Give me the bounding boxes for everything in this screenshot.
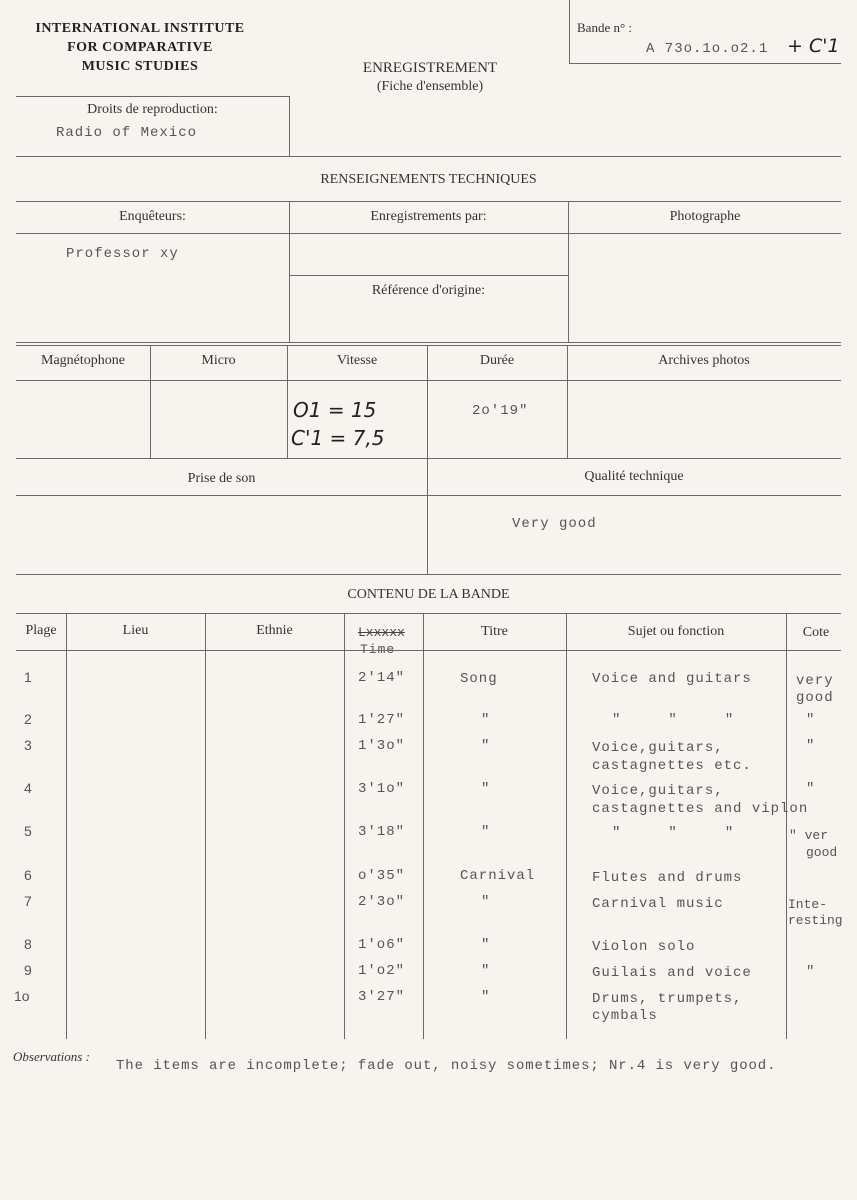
row-10-title: " <box>481 989 491 1005</box>
row-9-subject: Guilais and voice <box>592 965 752 981</box>
form-subtitle: (Fiche d'ensemble) <box>376 79 484 94</box>
row-1-rating-line1: very <box>796 673 834 689</box>
row-6-time: o'35" <box>358 868 406 884</box>
row-3-subject-line2: castagnettes etc. <box>592 758 752 774</box>
row-5-rating-line2: good <box>806 845 838 860</box>
micro-label: Micro <box>201 353 236 368</box>
row-4-title: " <box>481 781 491 797</box>
quality-value: Very good <box>512 516 597 532</box>
row-7-time: 2'3o" <box>358 894 406 910</box>
row-5-subject: " " " <box>612 825 735 841</box>
row-1-title: Song <box>460 671 498 687</box>
duration-value: 2o'19" <box>472 403 529 419</box>
column-rating: Cote <box>802 625 830 640</box>
row-5-time: 3'18" <box>358 824 406 840</box>
row-8-subject: Violon solo <box>592 939 696 955</box>
photographer-label: Photographe <box>669 209 741 224</box>
photo-archive-label: Archives photos <box>658 353 750 368</box>
institute-line-3: MUSIC STUDIES <box>81 59 199 74</box>
row-1-time: 2'14" <box>358 670 406 686</box>
speed-value-c1: C'1 = 7,5 <box>291 426 385 450</box>
recorder-label: Magnétophone <box>41 353 125 368</box>
row-5-track: 5 <box>24 823 32 839</box>
speed-label: Vitesse <box>336 353 378 368</box>
origin-ref-label: Référence d'origine: <box>371 283 486 298</box>
row-10-subject-line1: Drums, trumpets, <box>592 991 743 1007</box>
column-place: Lieu <box>122 623 149 638</box>
row-10-time: 3'27" <box>358 989 406 1005</box>
row-3-rating: " <box>806 738 816 754</box>
row-4-track: 4 <box>24 780 32 796</box>
column-ethnic: Ethnie <box>256 623 293 638</box>
tape-number-label: Bande n° : <box>577 20 633 35</box>
column-title: Titre <box>481 624 508 639</box>
row-1-rating-line2: good <box>796 690 834 706</box>
observations-value: The items are incomplete; fade out, noisy sometimes; Nr.4 is very good. <box>116 1058 777 1074</box>
rights-value: Radio of Mexico <box>56 125 198 141</box>
row-6-title: Carnival <box>460 868 536 884</box>
row-7-subject: Carnival music <box>592 896 724 912</box>
row-2-track: 2 <box>24 711 32 727</box>
row-2-title: " <box>481 712 491 728</box>
row-4-subject-line1: Voice,guitars, <box>592 783 724 799</box>
row-9-title: " <box>481 963 491 979</box>
row-7-track: 7 <box>24 893 32 909</box>
row-6-track: 6 <box>24 867 32 883</box>
row-4-subject-line2: castagnettes and viplon <box>592 801 809 817</box>
observations-label: Observations : <box>13 1049 90 1064</box>
row-10-subject-line2: cymbals <box>592 1008 658 1024</box>
investigators-value: Professor xy <box>66 246 179 262</box>
row-9-time: 1'o2" <box>358 963 406 979</box>
sound-capture-label: Prise de son <box>187 471 256 486</box>
row-9-track: 9 <box>24 962 32 978</box>
row-4-time: 3'1o" <box>358 781 406 797</box>
row-6-subject: Flutes and drums <box>592 870 743 886</box>
row-8-time: 1'o6" <box>358 937 406 953</box>
column-subject: Sujet ou fonction <box>627 624 725 639</box>
row-4-rating: " <box>806 781 816 797</box>
row-3-subject-line1: Voice,guitars, <box>592 740 724 756</box>
row-2-time: 1'27" <box>358 712 406 728</box>
rights-label: Droits de reproduction: <box>87 102 218 117</box>
row-2-subject: " " " <box>612 712 735 728</box>
institute-name <box>0 19 280 76</box>
row-3-time: 1'3o" <box>358 738 406 754</box>
row-9-rating: " <box>806 964 816 980</box>
row-7-title: " <box>481 894 491 910</box>
contents-section-title: CONTENU DE LA BANDE <box>347 587 510 602</box>
column-time: Time <box>360 642 396 657</box>
recorded-by-label: Enregistrements par: <box>370 209 487 224</box>
speed-value-o1: O1 = 15 <box>293 398 377 422</box>
row-7-rating-line1: Inte- <box>788 897 828 912</box>
institute-line-1: INTERNATIONAL INSTITUTE <box>35 21 245 36</box>
tape-number-suffix: + C'1 <box>787 35 840 57</box>
row-1-subject: Voice and guitars <box>592 671 752 687</box>
row-8-title: " <box>481 937 491 953</box>
row-10-track: 1o <box>14 988 30 1004</box>
row-5-rating-line1: " ver <box>789 828 829 843</box>
column-track: Plage <box>25 623 57 638</box>
row-5-title: " <box>481 824 491 840</box>
row-2-rating: " <box>806 712 816 728</box>
duration-label: Durée <box>479 353 515 368</box>
form-title: ENREGISTREMENT <box>362 60 498 76</box>
investigators-label: Enquêteurs: <box>119 209 186 224</box>
row-1-track: 1 <box>24 669 32 685</box>
row-3-title: " <box>481 738 491 754</box>
quality-label: Qualité technique <box>584 469 684 484</box>
column-struck-label: Lxxxxx <box>358 625 405 640</box>
technical-section-title: RENSEIGNEMENTS TECHNIQUES <box>320 172 537 187</box>
row-8-track: 8 <box>24 936 32 952</box>
tape-number-value: A 73o.1o.o2.1 <box>646 41 769 57</box>
row-3-track: 3 <box>24 737 32 753</box>
institute-line-2: FOR COMPARATIVE <box>67 40 213 55</box>
row-7-rating-line2: resting <box>788 913 843 928</box>
